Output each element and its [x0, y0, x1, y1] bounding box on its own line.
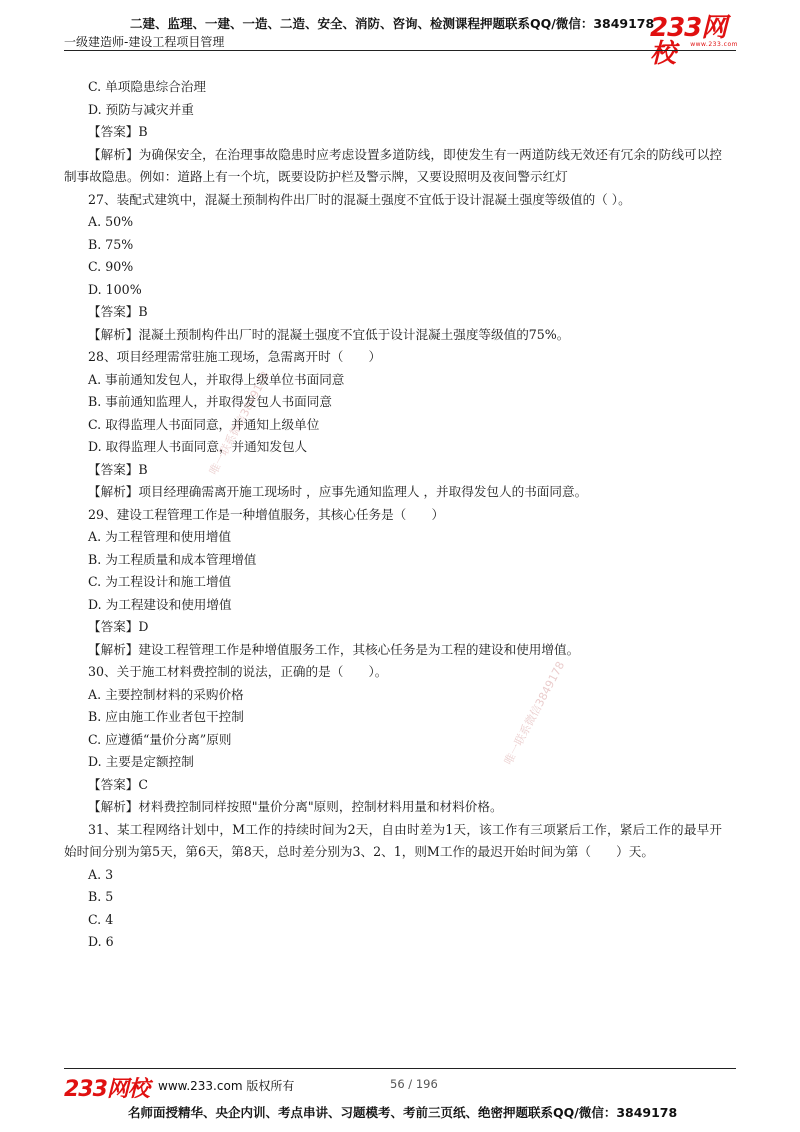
q29-analysis: 【解析】建设工程管理工作是种增值服务工作，其核心任务是为工程的建设和使用增值。 [88, 641, 580, 657]
q30-option: D. 主要是定额控制 [88, 754, 194, 769]
q28-option: C. 取得监理人书面同意，并通知上级单位 [88, 416, 320, 432]
q29-option: B. 为工程质量和成本管理增值 [88, 551, 257, 567]
page-number: 56 / 196 [390, 1077, 438, 1091]
brand-logo-url: www.233.com [690, 41, 738, 48]
q30-stem: 30、关于施工材料费控制的说法，正确的是（ ）。 [88, 664, 388, 679]
q30-option: C. 应遵循“量价分离”原则 [88, 731, 232, 747]
q31-option: D. 6 [88, 934, 114, 949]
q26-analysis: 【解析】为确保安全，在治理事故隐患时应考虑设置多道防线，即使发生有一两道防线无效还有冗余的防线可以控制事故隐患。例如：道路上有一个坑，既要设防护栏及警示牌，又要设照明及夜间警示红灯 [64, 146, 722, 184]
q27-option: A. 50% [88, 214, 134, 229]
q29-stem: 29、建设工程管理工作是一种增值服务，其核心任务是（ ） [88, 506, 445, 522]
q27-option: B. 75% [88, 236, 134, 252]
q27-analysis: 【解析】混凝土预制构件出厂时的混凝土强度不宜低于设计混凝土强度等级值的75%。 [88, 326, 570, 342]
footer-copyright: www.233.com 版权所有 [158, 1079, 295, 1093]
header-promo-text: 二建、监理、一建、一造、二造、安全、消防、咨询、检测课程押题联系QQ/微信：3849178 [130, 16, 655, 31]
q31-option: B. 5 [88, 889, 114, 904]
footer-divider [64, 1068, 736, 1069]
document-body [64, 76, 722, 954]
q26-option-d: D. 预防与减灾并重 [88, 101, 194, 117]
q27-answer: 【答案】B [88, 304, 148, 319]
q31-stem: 31、某工程网络计划中，M工作的持续时间为2天，自由时差为1天，该工作有三项紧后工作，紧后工作的最早开始时间分别为第5天，第6天，第8天，总时差分别为3、2、1，则M工作的最迟开始时间为第（ ）天。 [64, 821, 722, 859]
header-divider [64, 50, 736, 51]
footer-logo: 233网校 [64, 1077, 149, 1102]
brand-logo-text: 233网校 [650, 13, 727, 69]
q29-option: A. 为工程管理和使用增值 [88, 529, 232, 544]
q28-option: A. 事前通知发包人，并取得上级单位书面同意 [88, 371, 345, 387]
q29-answer: 【答案】D [88, 619, 149, 634]
q27-option: D. 100% [88, 281, 142, 297]
q28-option: B. 事前通知监理人，并取得发包人书面同意 [88, 394, 332, 409]
q30-answer: 【答案】C [88, 776, 149, 792]
q29-option: C. 为工程设计和施工增值 [88, 574, 232, 589]
watermark: 唯一联系微信3849178 [501, 659, 568, 768]
q30-option: B. 应由施工作业者包干控制 [88, 709, 244, 724]
header-subject-title: 一级建造师-建设工程项目管理 [64, 35, 225, 49]
q31-option: A. 3 [88, 866, 114, 882]
q26-option-c: C. 单项隐患综合治理 [88, 79, 206, 94]
q30-option: A. 主要控制材料的采购价格 [88, 686, 244, 702]
q28-analysis: 【解析】项目经理确需离开施工现场时 ，应事先通知监理人 ，并取得发包人的书面同意。 [88, 484, 588, 499]
q27-option: C. 90% [88, 259, 134, 274]
q28-answer: 【答案】B [88, 461, 148, 477]
q29-option: D. 为工程建设和使用增值 [88, 596, 232, 612]
q28-option: D. 取得监理人书面同意，并通知发包人 [88, 439, 308, 454]
q28-stem: 28、项目经理需常驻施工现场，急需离开时（ ） [88, 349, 382, 364]
q31-option: C. 4 [88, 911, 114, 927]
watermark: 唯一联系微信3849178 [206, 369, 273, 478]
brand-logo [650, 13, 742, 69]
q30-analysis: 【解析】材料费控制同样按照"量价分离"原则，控制材料用量和材料价格。 [88, 799, 503, 814]
q27-stem: 27、装配式建筑中，混凝土预制构件出厂时的混凝土强度不宜低于设计混凝土强度等级值的（ ）。 [88, 191, 631, 207]
footer-promo-text: 名师面授精华、央企内训、考点串讲、习题模考、考前三页纸、绝密押题联系QQ/微信：3849178 [128, 1105, 678, 1120]
q26-answer: 【答案】B [88, 124, 148, 139]
